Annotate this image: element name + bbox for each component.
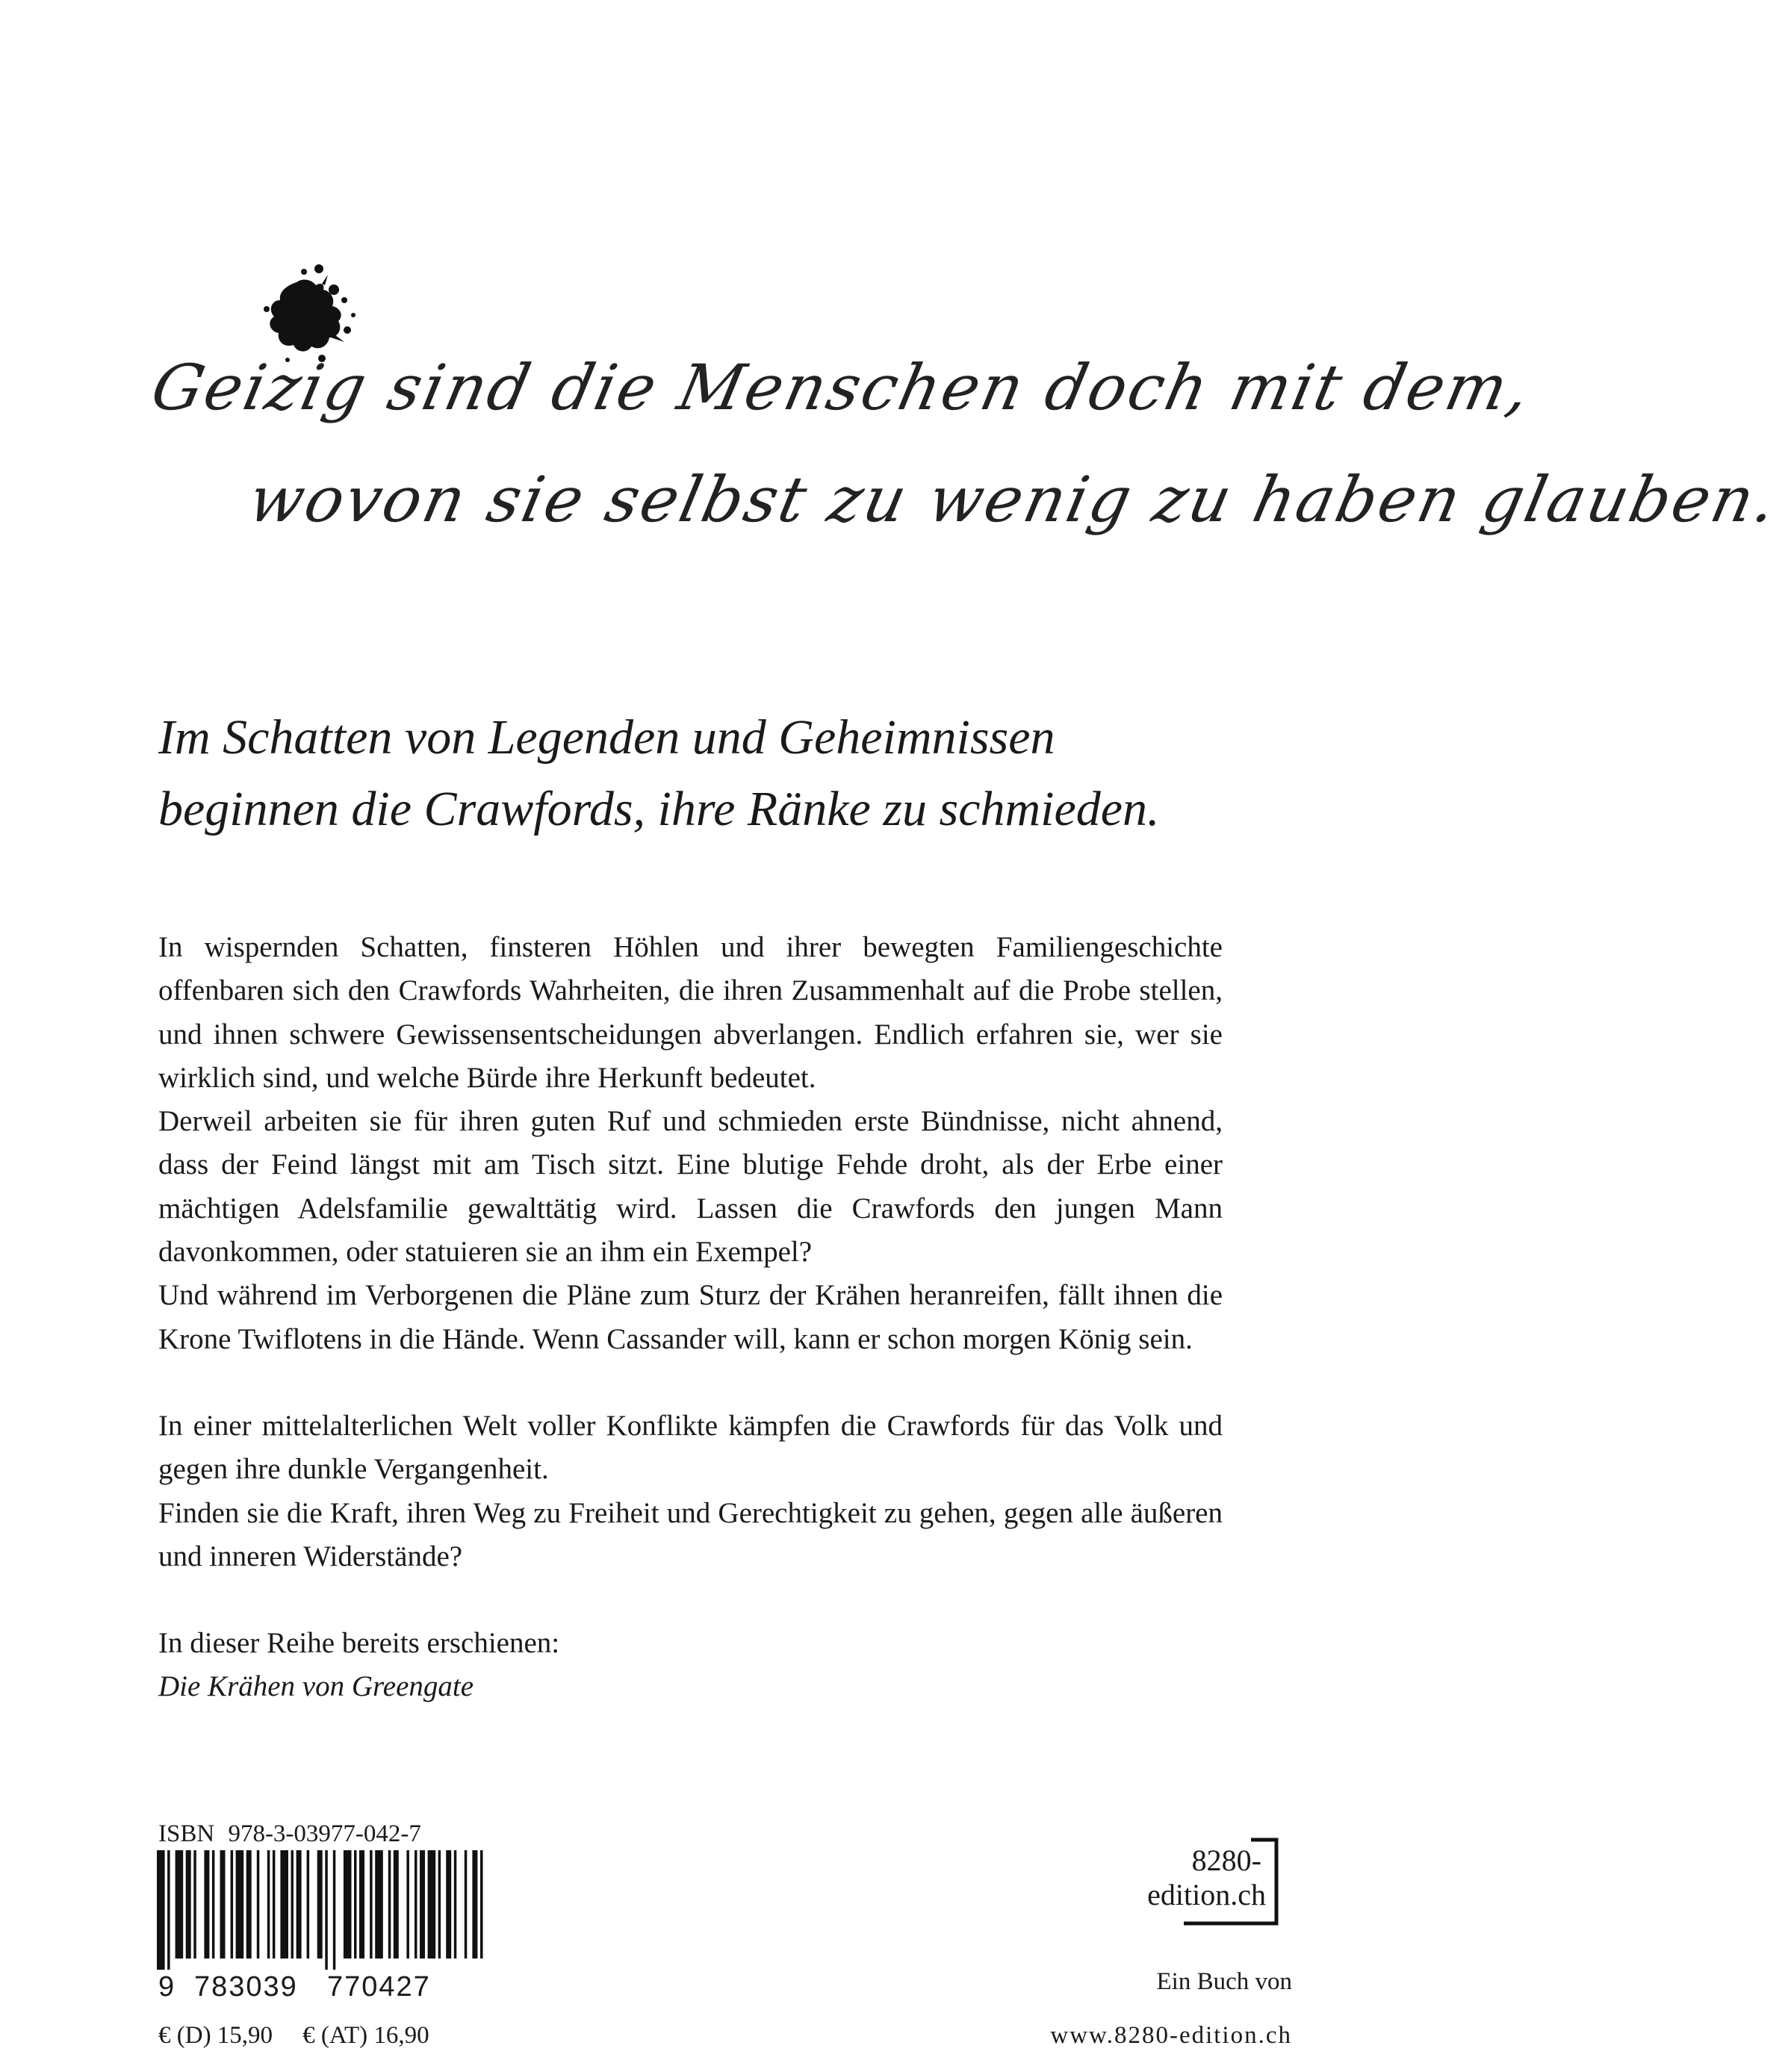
barcode-bar [375, 1850, 383, 1959]
series-title: Die Krähen von Greengate [158, 1670, 474, 1703]
barcode-bar [344, 1850, 352, 1959]
barcode-bar [297, 1850, 302, 1959]
quote-line: wovon sie selbst zu wenig zu haben glauben. [242, 463, 1785, 536]
barcode-bar [394, 1850, 399, 1959]
barcode-bar [157, 1850, 165, 1970]
price-germany: € (D) 15,90 [158, 2022, 273, 2049]
barcode-bar [415, 1850, 417, 1959]
blurb-sentence: Derweil arbeiten sie für ihren guten Ruf und schmieden erste Bündnisse, nicht ahnend, dass der Feind längst mit am Tisch sitzt. Eine blutige Fehde droht, als der Erbe einer mächtigen Adelsfamilie gewalttätig wird. Lassen die Crawfords den jungen Mann davonkommen, oder statuieren sie an ihm ein Exempel? [158, 1105, 1223, 1269]
barcode-graphic [151, 1850, 435, 1970]
blurb-sentence: In einer mittelalterlichen Welt voller Konflikte kämpfen die Crawfords für das Volk und gegen ihre dunkle Vergangenheit. [158, 1409, 1223, 1486]
barcode-bar [186, 1850, 191, 1959]
barcode-bar [438, 1850, 441, 1959]
series-intro: In dieser Reihe bereits erschienen: [158, 1627, 560, 1660]
blurb-sentence: In wispernden Schatten, finsteren Höhlen und ihrer bewegten Familiengeschichte offenbaren sich den Crawfords Wahrheiten, die ihren Zusammenhalt auf die Probe stellen, und ihnen schwere Gewissensentscheidungen abverlangen. Endlich erfahren sie, wer sie wirklich sind, und welche Bürde ihre Herkunft bedeutet. [158, 931, 1223, 1094]
barcode-bar [325, 1850, 328, 1970]
barcode-bar [480, 1850, 483, 1959]
barcode-bar [354, 1850, 357, 1959]
tagline [158, 702, 1279, 845]
barcode-bar [428, 1850, 436, 1959]
barcode-digits-group: 783039 [194, 1971, 298, 2003]
publisher-logo [1139, 1837, 1281, 1926]
barcode-bar [273, 1850, 276, 1959]
isbn-number: 978-3-03977-042-7 [228, 1820, 421, 1847]
barcode-bar [267, 1850, 270, 1959]
barcode-bar [257, 1850, 260, 1959]
barcode-bar [370, 1850, 373, 1959]
barcode-bar [212, 1850, 215, 1959]
barcode-bar [406, 1850, 409, 1959]
logo-text: edition.ch [1147, 1878, 1266, 1911]
tagline-line: Im Schatten von Legenden und Geheimnissen [158, 710, 1055, 765]
barcode-bar [333, 1850, 336, 1970]
barcode-bar [454, 1850, 457, 1959]
barcode-bar [246, 1850, 252, 1959]
blurb-text [158, 926, 1223, 1709]
barcode-bar [359, 1850, 364, 1959]
barcode-bar [291, 1850, 294, 1959]
barcode-digits-group: 770427 [327, 1971, 431, 2003]
price-info [158, 2022, 429, 2050]
blurb-sentence: Finden sie die Kraft, ihren Weg zu Freiheit und Gerechtigkeit zu gehen, gegen alle äußeren und inneren Widerstände? [158, 1496, 1223, 1572]
tagline-line: beginnen die Crawfords, ihre Ränke zu schmieden. [158, 782, 1160, 836]
barcode-bar [236, 1850, 244, 1959]
isbn-prefix: ISBN [158, 1820, 215, 1847]
publisher-byline: Ein Buch von [1156, 1968, 1292, 1995]
quote-line: Geizig sind die Menschen doch mit dem, [145, 351, 1539, 424]
barcode-digits [158, 1971, 431, 2003]
barcode-bar [176, 1850, 184, 1959]
barcode-bar [420, 1850, 425, 1959]
barcode-bar [193, 1850, 196, 1959]
barcode-digit-first: 9 [158, 1971, 176, 2003]
blurb-sentence: Und während im Verborgenen die Pläne zum Sturz der Krähen heranreifen, fällt ihnen die Krone Twiflotens in die Hände. Wenn Cassander will, kann er schon morgen König sein. [158, 1279, 1223, 1355]
barcode-bar [446, 1850, 451, 1959]
price-austria: € (AT) 16,90 [302, 2022, 429, 2049]
publisher-url: www.8280-edition.ch [1050, 2022, 1292, 2049]
barcode-bar [465, 1850, 468, 1959]
isbn-label [158, 1820, 421, 1848]
logo-text: 8280- [1191, 1844, 1261, 1877]
barcode-bar [231, 1850, 234, 1959]
barcode-bar [472, 1850, 477, 1959]
barcode-bar [220, 1850, 226, 1959]
barcode-bar [280, 1850, 288, 1959]
barcode-bar [167, 1850, 170, 1970]
barcode-bar [204, 1850, 209, 1959]
barcode-bar [307, 1850, 310, 1959]
barcode-bar [317, 1850, 323, 1959]
barcode-bar [388, 1850, 391, 1959]
